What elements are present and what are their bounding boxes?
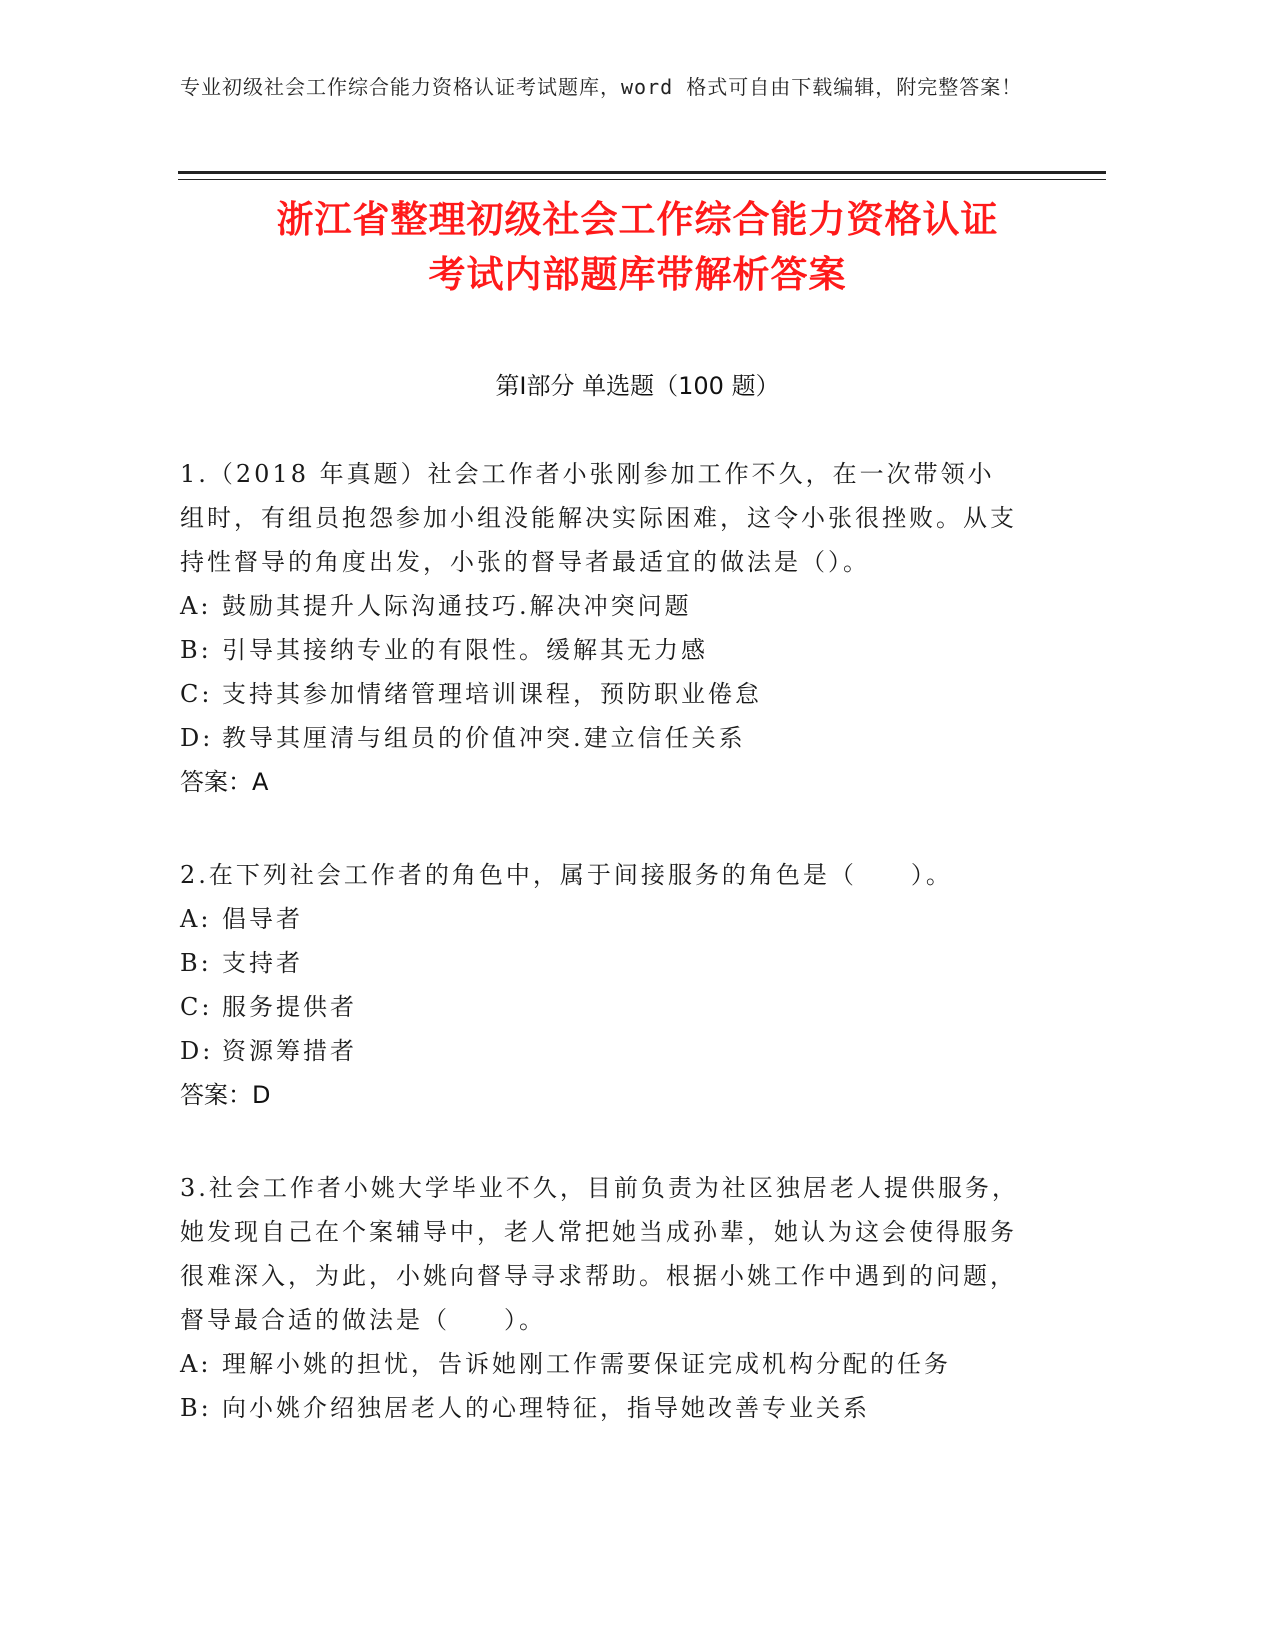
option-key: B:: [180, 636, 212, 664]
option-key: B:: [180, 949, 212, 977]
option-a: [180, 584, 1020, 628]
header-divider-thick: [178, 171, 1106, 174]
option-text: 鼓励其提升人际沟通技巧.解决冲突问题: [222, 592, 692, 620]
document-title: [160, 192, 1115, 302]
option-b: [180, 941, 1020, 985]
option-a: [180, 1342, 1020, 1386]
option-b: [180, 1386, 1020, 1430]
question-2: [180, 853, 1020, 1117]
answer-line: [180, 760, 1020, 804]
option-key: A:: [180, 905, 212, 933]
question-stem: 1.（2018 年真题）社会工作者小张刚参加工作不久，在一次带领小组时，有组员抱怨参加小组没能解决实际困难，这令小张很挫败。从支持性督导的角度出发，小张的督导者最适宜的做法是（）。: [180, 460, 1017, 576]
option-key: D:: [180, 1037, 214, 1065]
option-key: D:: [180, 724, 214, 752]
question-list: [180, 452, 1020, 1479]
title-line-2: 考试内部题库带解析答案: [428, 253, 847, 296]
option-key: A:: [180, 592, 212, 620]
option-text: 支持其参加情绪管理培训课程，预防职业倦怠: [222, 680, 762, 708]
question-3: [180, 1166, 1020, 1430]
option-c: [180, 985, 1020, 1029]
question-stem: 2.在下列社会工作者的角色中，属于间接服务的角色是（ ）。: [180, 861, 953, 889]
option-b: [180, 628, 1020, 672]
option-d: [180, 1029, 1020, 1073]
option-text: 服务提供者: [222, 993, 357, 1021]
option-text: 倡导者: [222, 905, 303, 933]
question-stem: 3.社会工作者小姚大学毕业不久，目前负责为社区独居老人提供服务，她发现自己在个案辅导中，老人常把她当成孙辈，她认为这会使得服务很难深入，为此，小姚向督导寻求帮助。根据小姚工作中遇到的问题，督导最合适的做法是（ ）。: [180, 1174, 1019, 1334]
header-divider-thin: [178, 179, 1106, 180]
option-c: [180, 672, 1020, 716]
header-note: 专业初级社会工作综合能力资格认证考试题库，word 格式可自由下载编辑，附完整答案！: [180, 75, 1023, 99]
option-text: 引导其接纳专业的有限性。缓解其无力感: [222, 636, 708, 664]
answer-label: 答案：: [180, 1081, 252, 1109]
option-d: [180, 716, 1020, 760]
answer-value: D: [252, 1081, 271, 1109]
option-text: 理解小姚的担忧，告诉她刚工作需要保证完成机构分配的任务: [222, 1350, 951, 1378]
option-text: 支持者: [222, 949, 303, 977]
answer-label: 答案：: [180, 768, 252, 796]
title-line-1: 浙江省整理初级社会工作综合能力资格认证: [276, 198, 999, 241]
option-text: 向小姚介绍独居老人的心理特征，指导她改善专业关系: [222, 1394, 870, 1422]
section-heading: 第Ⅰ部分 单选题（100 题）: [495, 372, 780, 400]
answer-value: A: [252, 768, 269, 796]
question-1: [180, 452, 1020, 804]
option-key: A:: [180, 1350, 212, 1378]
option-a: [180, 897, 1020, 941]
option-text: 资源筹措者: [222, 1037, 357, 1065]
option-key: B:: [180, 1394, 212, 1422]
answer-line: [180, 1073, 1020, 1117]
option-key: C:: [180, 993, 213, 1021]
option-key: C:: [180, 680, 213, 708]
option-text: 教导其厘清与组员的价值冲突.建立信任关系: [222, 724, 746, 752]
